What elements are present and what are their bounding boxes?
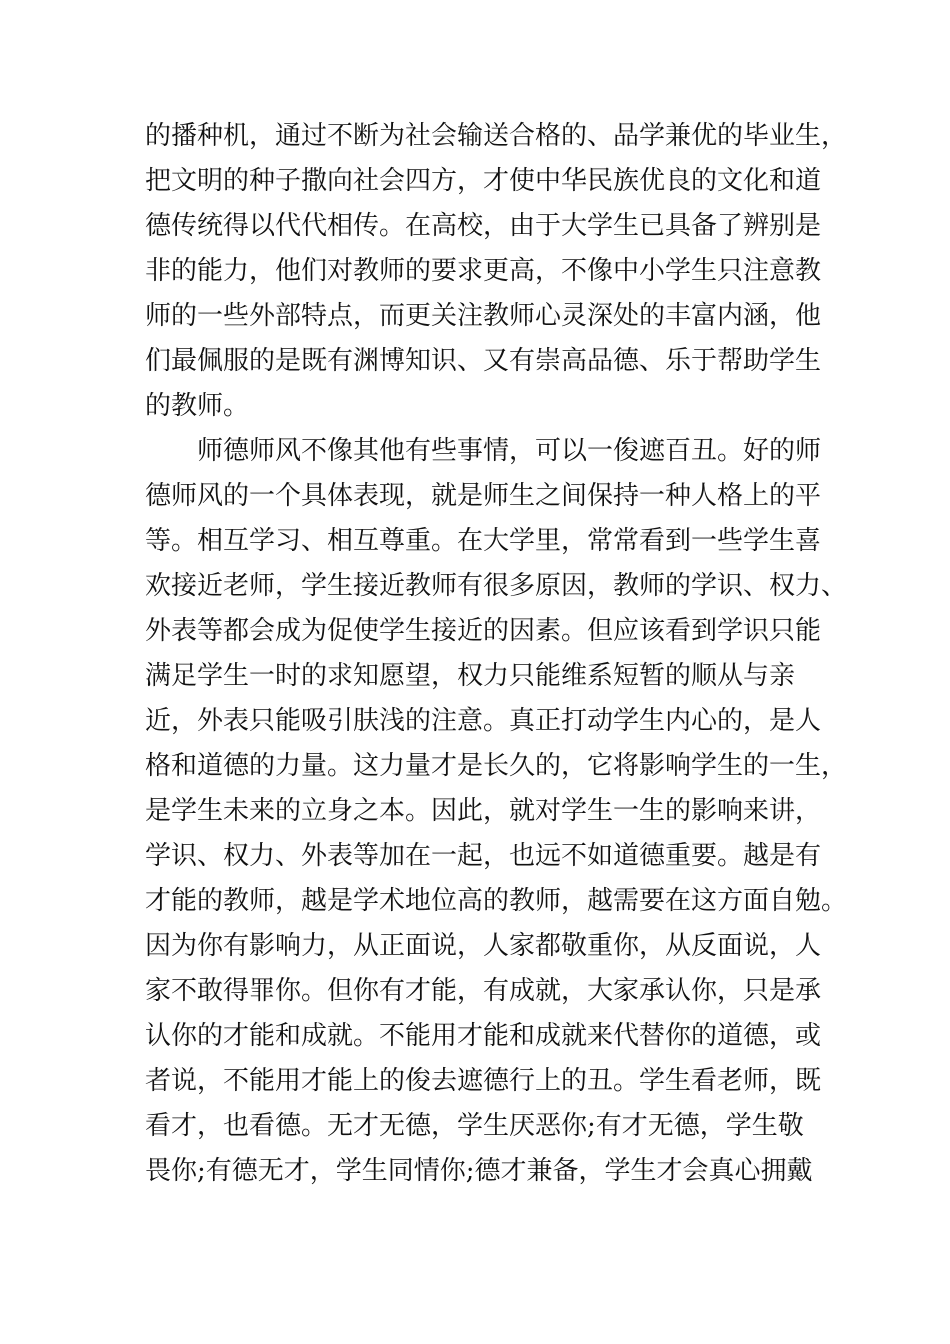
text-line: 外表等都会成为促使学生接近的因素。但应该看到学识只能 [145,616,822,646]
text-line: 才能的教师，越是学术地位高的教师，越需要在这方面自勉。 [145,886,848,916]
text-line: 认你的才能和成就。不能用才能和成就来代替你的道德，或 [145,1021,822,1051]
text-line: 家不敢得罪你。但你有才能，有成就，大家承认你，只是承 [145,976,822,1006]
text-line: 是学生未来的立身之本。因此，就对学生一生的影响来讲， [145,796,822,826]
text-line: 的教师。 [145,391,250,421]
text-line: 满足学生一时的求知愿望，权力只能维系短暂的顺从与亲 [145,661,796,691]
text-line: 学识、权力、外表等加在一起，也远不如道德重要。越是有 [145,841,822,871]
text-line [145,1194,825,1239]
paragraph-1 [145,114,848,429]
text-line: 师德师风不像其他有些事情，可以一俊遮百丑。好的师 [197,436,822,466]
text-line: 等。相互学习、相互尊重。在大学里，常常看到一些学生喜 [145,526,822,556]
text-line: 欢接近老师，学生接近教师有很多原因，教师的学识、权力、 [145,571,848,601]
paragraph-2 [145,429,848,1284]
text-line: 畏你;有德无才，学生同情你;德才兼备，学生才会真心拥戴 [145,1156,813,1186]
text-line: 们最佩服的是既有渊博知识、又有崇高品德、乐于帮助学生 [145,346,822,376]
text-line: 者说，不能用才能上的俊去遮德行上的丑。学生看老师，既 [145,1066,822,1096]
text-line: 的播种机，通过不断为社会输送合格的、品学兼优的毕业生， [145,121,848,151]
text-line [145,1239,825,1284]
text-line: 非的能力，他们对教师的要求更高，不像中小学生只注意教 [145,256,822,286]
document-body [145,114,848,1284]
text-line: 因为你有影响力，从正面说，人家都敬重你，从反面说，人 [145,931,822,961]
text-line: 近，外表只能吸引肤浅的注意。真正打动学生内心的，是人 [145,706,822,736]
text-line: 格和道德的力量。这力量才是长久的，它将影响学生的一生， [145,751,848,781]
text-line: 德师风的一个具体表现，就是师生之间保持一种人格上的平 [145,481,822,511]
text-line: 把文明的种子撒向社会四方，才使中华民族优良的文化和道 [145,166,822,196]
text-line: 看才，也看德。无才无德，学生厌恶你;有才无德，学生敬 [145,1111,804,1141]
text-line: 德传统得以代代相传。在高校，由于大学生已具备了辨别是 [145,211,822,241]
text-line: 师的一些外部特点，而更关注教师心灵深处的丰富内涵，他 [145,301,822,331]
